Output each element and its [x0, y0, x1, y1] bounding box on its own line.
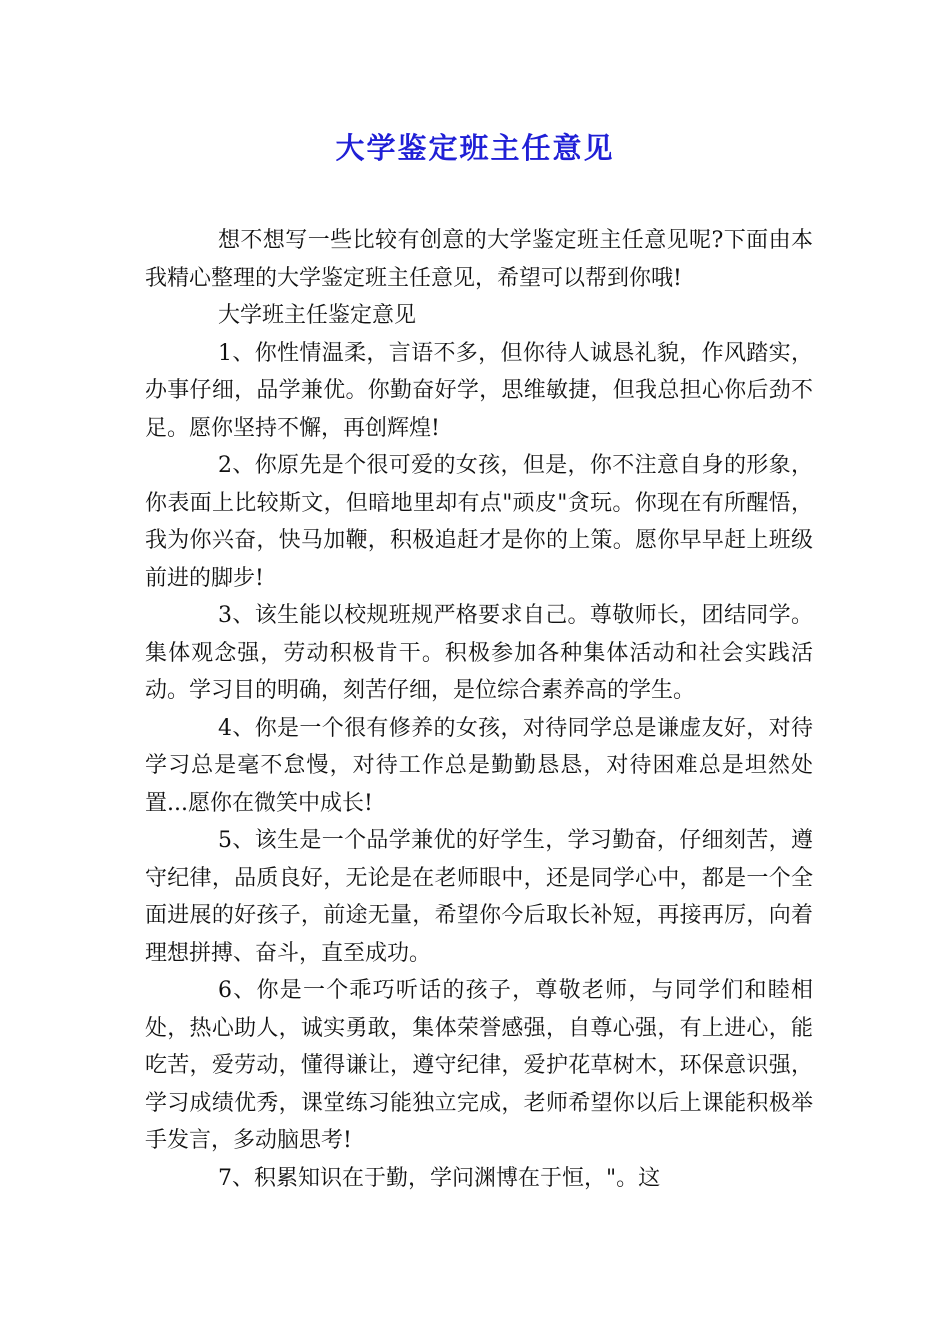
section-heading: 大学班主任鉴定意见	[218, 303, 417, 328]
comment-paragraph-4: 4、你是一个很有修养的女孩，对待同学总是谦虚友好，对待学习总是毫不怠慢，对待工作总是勤勤恳恳，对待困难总是坦然处置...愿你在微笑中成长!	[145, 715, 813, 816]
comment-paragraph-3: 3、该生能以校规班规严格要求自己。尊敬师长，团结同学。集体观念强，劳动积极肯干。积极参加各种集体活动和社会实践活动。学习目的明确，刻苦仔细，是位综合素养高的学生。	[145, 603, 813, 703]
comment-paragraph-1: 1、你性情温柔，言语不多，但你待人诚恳礼貌，作风踏实，办事仔细，品学兼优。你勤奋好学，思维敏捷，但我总担心你后劲不足。愿你坚持不懈，再创辉煌!	[145, 340, 813, 441]
comment-paragraph-5: 5、该生是一个品学兼优的好学生，学习勤奋，仔细刻苦，遵守纪律，品质良好，无论是在老师眼中，还是同学心中，都是一个全面进展的好孩子，前途无量，希望你今后取长补短，再接再厉，向着理想拼搏、奋斗，直至成功。	[145, 828, 813, 966]
comment-paragraph-7: 7、积累知识在于勤，学问渊博在于恒，"。这	[218, 1165, 661, 1191]
comment-paragraph-6: 6、你是一个乖巧听话的孩子，尊敬老师，与同学们和睦相处，热心助人，诚实勇敢，集体荣誉感强，自尊心强，有上进心，能吃苦，爱劳动，懂得谦让，遵守纪律，爱护花草树木，环保意识强，学习成绩优秀，课堂练习能独立完成，老师希望你以后上课能积极举手发言，多动脑思考!	[145, 978, 813, 1153]
comment-paragraph-2: 2、你原先是个很可爱的女孩，但是，你不注意自身的形象，你表面上比较斯文，但暗地里却有点"顽皮"贪玩。你现在有所醒悟，我为你兴奋，快马加鞭，积极追赶才是你的上策。愿你早早赶上班级前进的脚步!	[145, 453, 813, 591]
intro-paragraph: 想不想写一些比较有创意的大学鉴定班主任意见呢?下面由本我精心整理的大学鉴定班主任意见，希望可以帮到你哦!	[145, 228, 813, 291]
document-title: 大学鉴定班主任意见	[335, 131, 615, 165]
document-body	[145, 222, 813, 1197]
